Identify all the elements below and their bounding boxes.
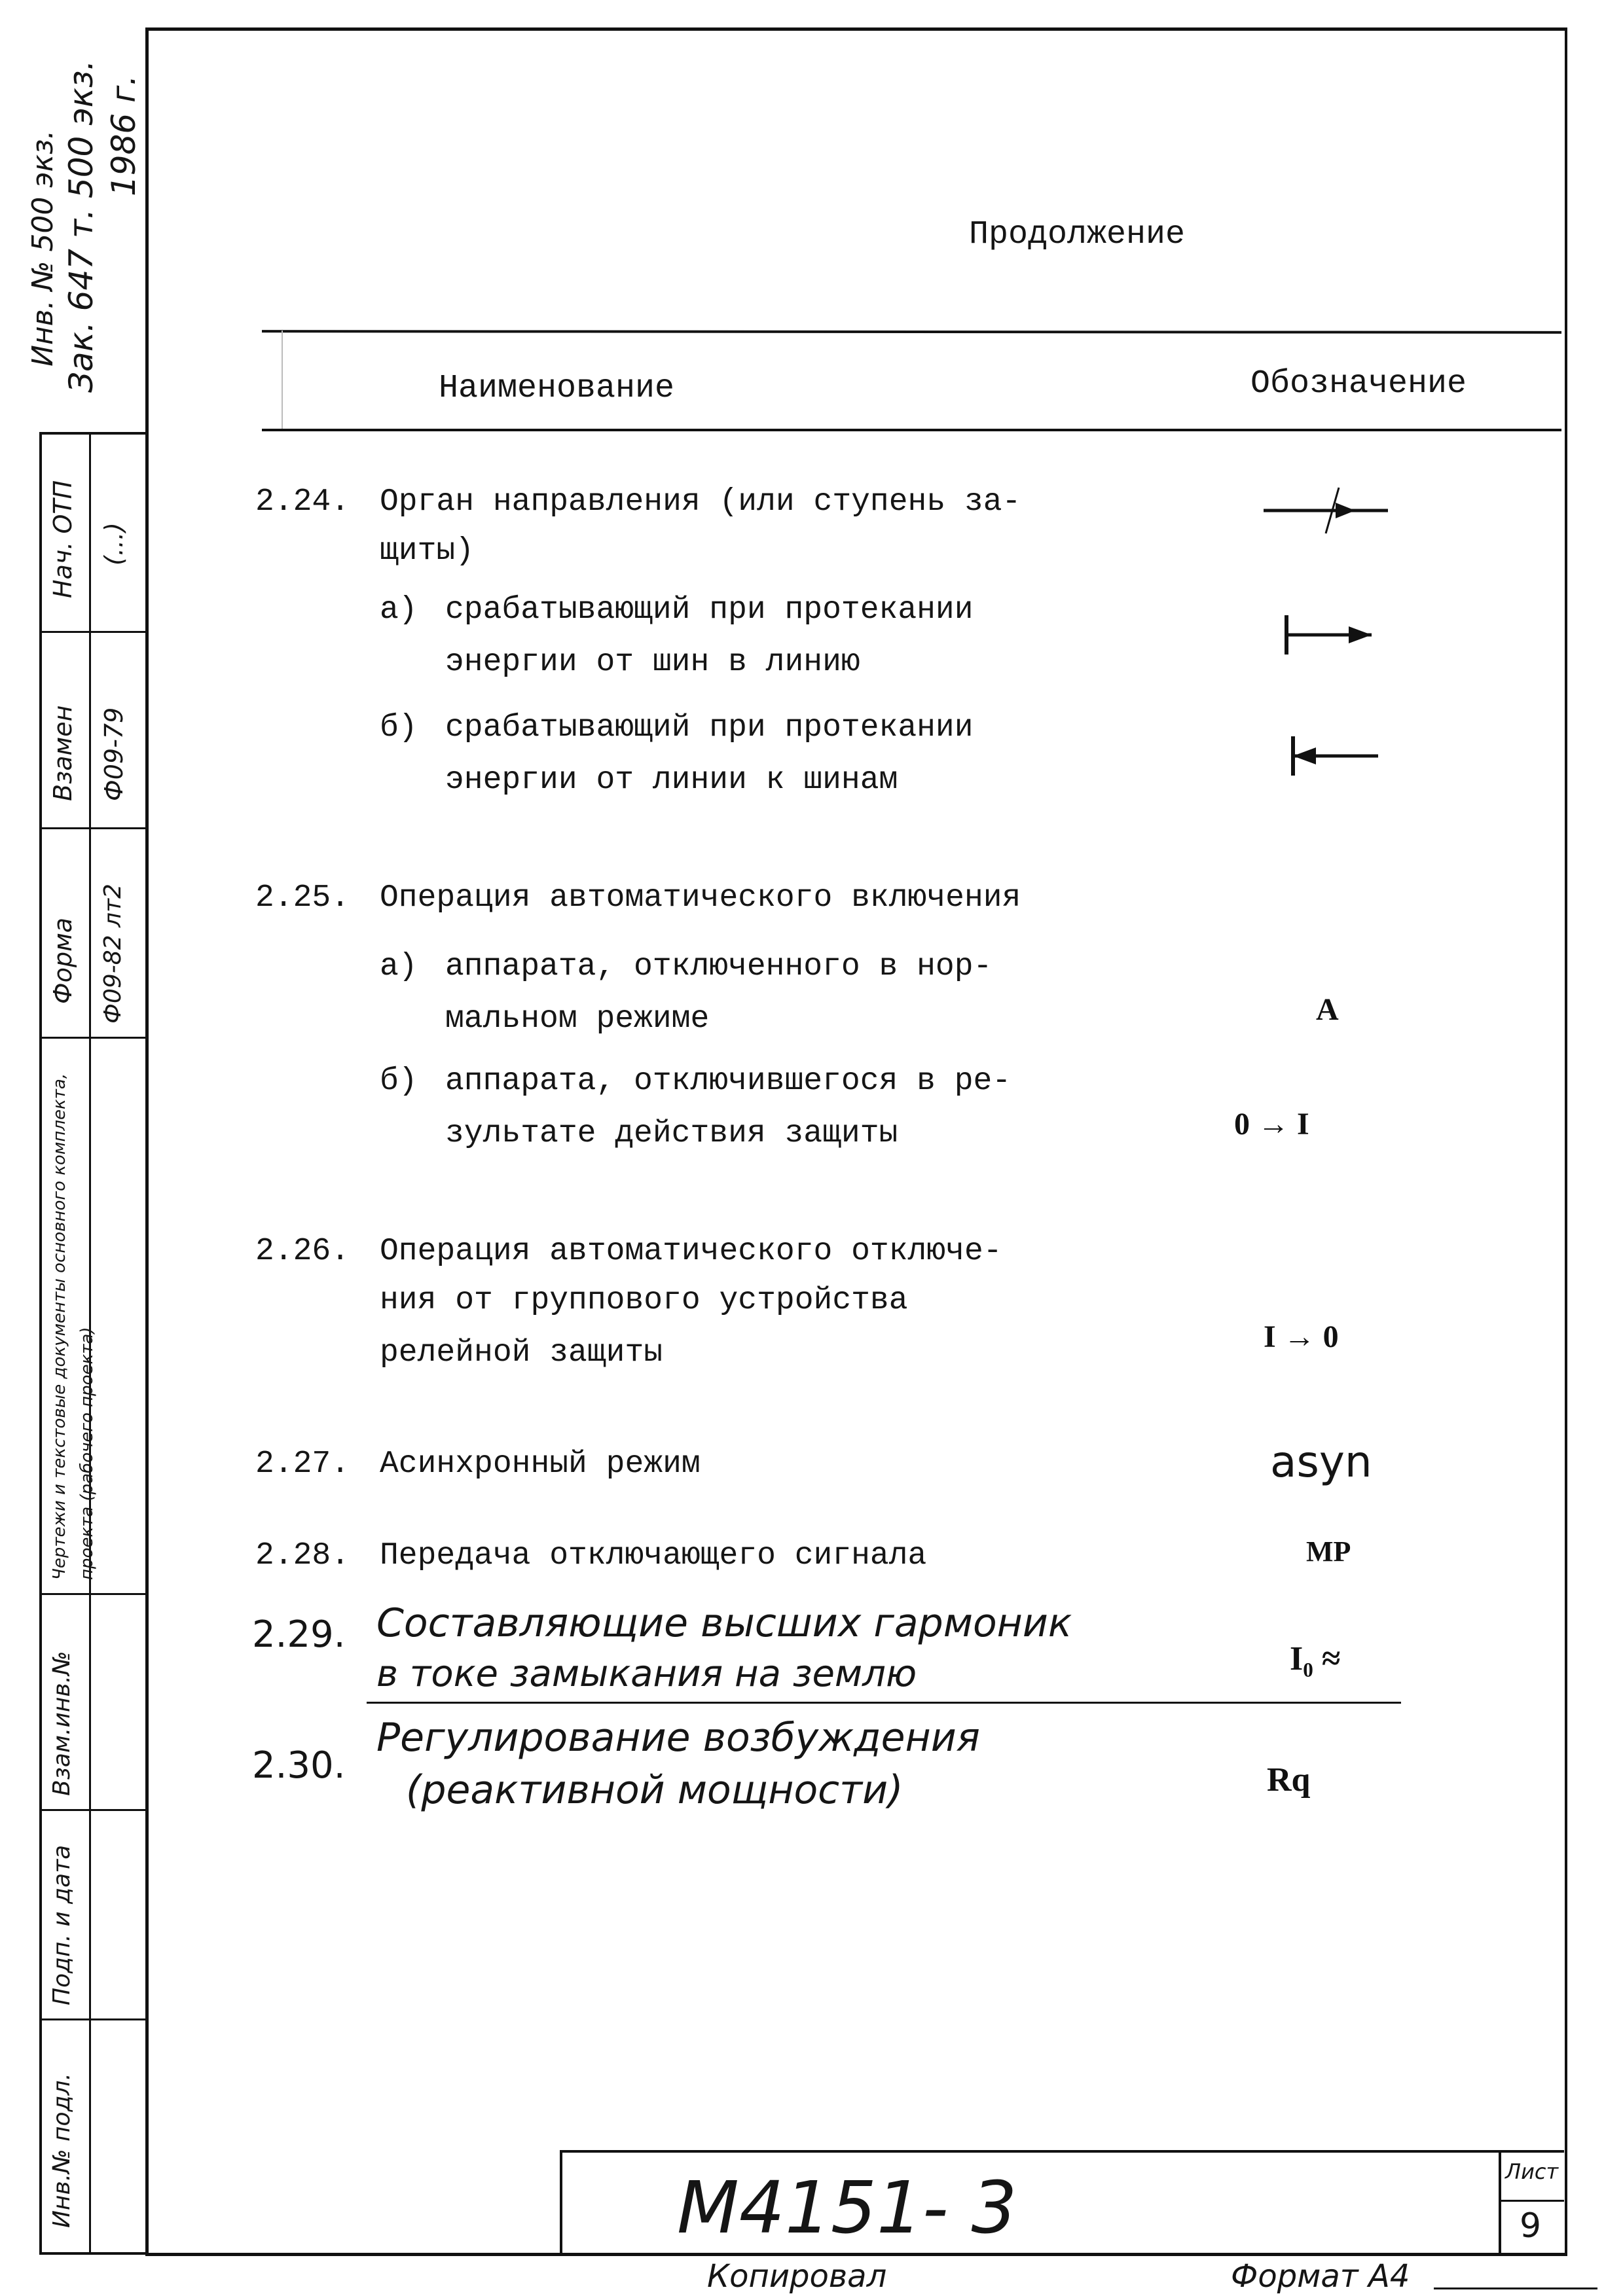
handwritten-underline xyxy=(367,1702,1401,1704)
item-text-line: щиты) xyxy=(380,533,475,569)
item-number: б) xyxy=(380,710,418,745)
item-text-line: энергии от линии к шинам xyxy=(445,762,898,798)
item-number: 2.30. xyxy=(252,1744,346,1787)
item-text-line: Операция автоматического отключе- xyxy=(380,1234,1002,1269)
item-text-line: (реактивной мощности) xyxy=(406,1767,903,1813)
item-symbol: A xyxy=(1316,992,1339,1027)
item-text-line: мальном режиме xyxy=(445,1001,710,1037)
item-text-line: аппарата, отключенного в нор- xyxy=(445,949,993,984)
item-text-line: Составляющие высших гармоник xyxy=(376,1600,1072,1646)
footer-rule xyxy=(1434,2287,1597,2289)
margin-note-3 xyxy=(105,75,143,196)
margin-note-line-1: Инв. № 500 экз. xyxy=(26,130,60,367)
column-header-name: Наименование xyxy=(439,370,675,407)
margin-note-line-2: Зак. 647 т. 500 экз. xyxy=(62,60,100,393)
item-text-line: энергии от шин в линию xyxy=(445,645,860,680)
item-text-line: срабатывающий при протекании xyxy=(445,592,974,628)
header-left-tick xyxy=(282,331,283,429)
item-number: 2.26. xyxy=(255,1234,350,1269)
side-cell-header: Подп. и дата xyxy=(48,1844,75,2005)
side-cell-value: (...) xyxy=(100,522,128,565)
sheet-number: 9 xyxy=(1520,2206,1542,2246)
arrow-to-bus-icon xyxy=(1280,730,1385,782)
item-number: а) xyxy=(380,949,418,984)
item-text-line: ния от группового устройства xyxy=(380,1283,908,1318)
item-symbol: 0 → I xyxy=(1234,1107,1309,1141)
continuation-label: Продолжение xyxy=(969,216,1186,253)
side-cell-header: Форма xyxy=(48,917,77,1004)
item-text-line: Орган направления (или ступень за- xyxy=(380,484,1021,520)
item-number: 2.25. xyxy=(255,880,350,916)
footer-format: Формат А4 xyxy=(1231,2258,1410,2295)
side-cell-header: Нач. ОТП xyxy=(48,480,77,598)
item-number: 2.29. xyxy=(252,1613,346,1656)
item-symbol: I₀ ≈ xyxy=(1290,1640,1341,1677)
item-text-line: Передача отключающего сигнала xyxy=(380,1538,927,1573)
item-symbol: MP xyxy=(1306,1535,1351,1568)
side-cell-value: Ф09-79 xyxy=(100,707,128,801)
item-number: 2.28. xyxy=(255,1538,350,1573)
item-text-line: Операция автоматического включения xyxy=(380,880,1021,916)
item-text-line: аппарата, отключившегося в ре- xyxy=(445,1064,1012,1099)
footer-copied: Копировал xyxy=(707,2258,887,2295)
side-cell-value: Ф09-82 лт2 xyxy=(100,884,126,1024)
item-number: б) xyxy=(380,1064,418,1099)
item-symbol: asyn xyxy=(1270,1437,1372,1487)
item-symbol: Rq xyxy=(1267,1761,1311,1799)
item-text-line: релейной защиты xyxy=(380,1335,663,1371)
margin-note-2 xyxy=(62,60,100,393)
title-block xyxy=(560,2150,1564,2255)
item-symbol: I → 0 xyxy=(1264,1319,1339,1354)
document-code: M4151- 3 xyxy=(677,2166,1017,2250)
side-cell-header: Взам.инв.№ xyxy=(48,1651,75,1796)
side-cell-header: Чертежи и текстовые документы основного комплекта, проекта (рабочего проекта) xyxy=(50,1073,97,1580)
side-cell-header: Взамен xyxy=(48,705,77,801)
item-text-line: в токе замыкания на землю xyxy=(376,1653,917,1695)
item-text-line: зультате действия защиты xyxy=(445,1116,898,1151)
margin-note-line-3: 1986 г. xyxy=(105,75,143,196)
item-text-line: Регулирование возбуждения xyxy=(376,1715,980,1761)
arrow-from-bus-icon xyxy=(1280,609,1385,661)
side-stamp-table xyxy=(39,432,147,2255)
direction-arrow-icon xyxy=(1264,481,1395,540)
item-number: а) xyxy=(380,592,418,628)
sheet-label: Лист xyxy=(1505,2159,1559,2184)
margin-note xyxy=(26,130,60,367)
item-number: 2.27. xyxy=(255,1446,350,1482)
side-cell-header: Инв.№ подл. xyxy=(48,2073,75,2228)
item-text-line: Асинхронный режим xyxy=(380,1446,701,1482)
header-bottom-rule xyxy=(262,429,1561,431)
item-number: 2.24. xyxy=(255,484,350,520)
item-text-line: срабатывающий при протекании xyxy=(445,710,974,745)
column-header-designation: Обозначение xyxy=(1250,365,1467,403)
